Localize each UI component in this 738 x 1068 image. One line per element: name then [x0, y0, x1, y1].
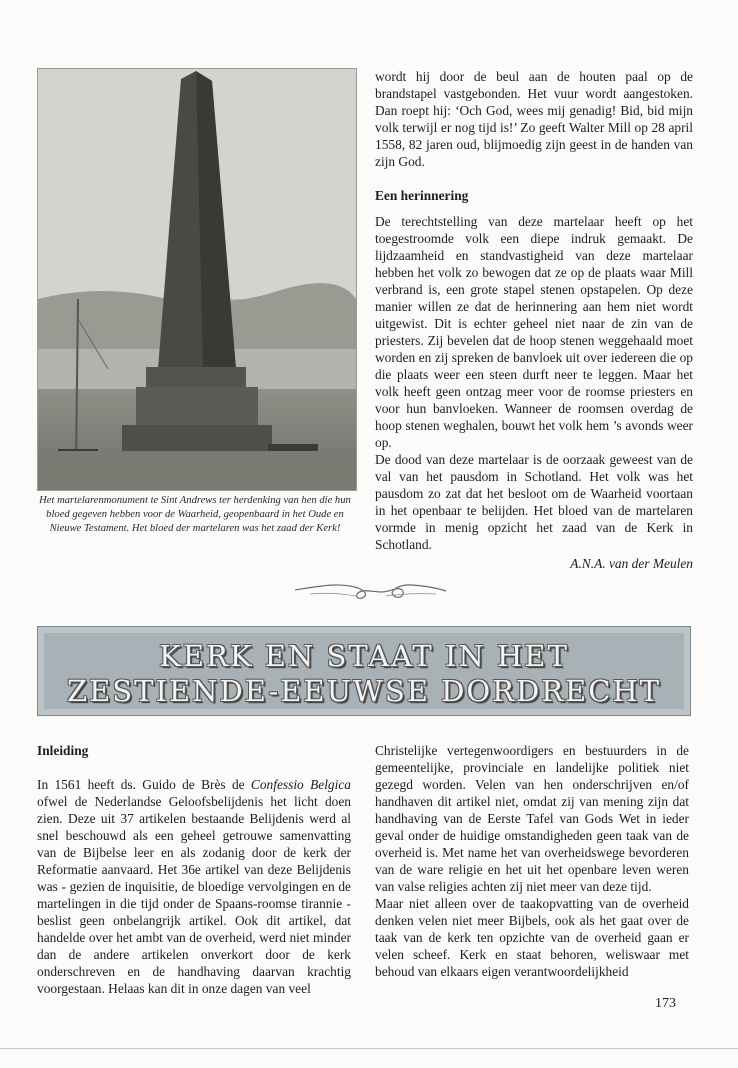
paragraph: Christelijke vertegenwoordigers en bestuurders in de gemeentelijke, provinciale en landelijke politiek niet gezegd worden. Velen van hen onderschrijven en/of handhaven dit artikel niet, omdat zij van mening zijn dat handhaving van de Eerste Tafel van Gods Wet in ieder geval onder de huidige omstandigheden geen taak van de overheid is. Met name het van overheidswege bevorderen van de ware religie en het uit het openbare leven weren van valse religies achten zij niet meer van deze tijd. — [375, 743, 689, 894]
text-run: ofwel de Nederlandse Geloofsbelijdenis het licht doen zien. Deze uit 37 artikelen bestaande Belijdenis werd al snel beschouwd als een geheel getrouwe samenvatting van de Bijbelse leer en als zodanig door de kerk der Reformatie aanvaard. Het 36e artikel van deze Belijdenis was - gezien de inquisitie, de bloedige vervolgingen en de martelingen in die tijd onder de Spaans-roomse tirannie - beslist geen onbelangrijk artikel. Ook dit artikel, dat handelde over het ambt van de overheid, werd niet minder dan de andere artikelen onverkort door de kerk onderschreven en de handhaving daarvan krachtig voorgestaan. Helaas kan dit in onze dagen van veel — [37, 794, 351, 996]
banner-title-line-2: ZESTIENDE-EEUWSE DORDRECHT — [66, 674, 662, 708]
ornament-divider — [290, 576, 450, 606]
subheading: Een herinnering — [375, 188, 469, 203]
paragraph: De terechtstelling van deze martelaar heeft op het toegestroomde volk een diepe indruk gemaakt. De lijdzaamheid en standvastigheid van deze martelaar hebben het volk zo bewogen dat ze op de plaats waar Mill verbrand is, een grote stapel stenen opstapelen. Op deze manier willen ze dat de herinnering aan hem niet wordt uitgewist. Dit is echter geheel niet naar de zin van de priesters. Zij bevelen dat de hoop stenen weggehaald moet worden en zij spreken de banvloek uit over iedereen die op die plaats weer een steen durft neer te leggen. Maar het volk heeft geen ontzag meer voor de roomse priesters en voor hun banvloeken. Wanneer de roomsen overdag de hoop stenen weghalen, bouwt het volk hem ’s avonds weer op. — [375, 214, 693, 450]
paragraph: wordt hij door de beul aan de houten paal op de brandstapel vastgebonden. Het vuur wordt aangestoken. Dan roept hij: ‘Och God, wees mij genadig! Bid, bid mijn volk terwijl er nog tijd is!’ Zo geeft Walter Mill op 28 april 1558, 82 jaren oud, blijmoedig zijn geest in de handen van zijn God. — [375, 69, 693, 169]
monument-photo — [37, 68, 357, 491]
italic-title: Confessio Belgica — [250, 777, 351, 792]
article-column-right-top — [375, 68, 693, 572]
text-run: In 1561 heeft ds. Guido de Brès de — [37, 777, 251, 792]
article-column-right-bottom — [375, 742, 689, 980]
article-column-left-bottom — [37, 742, 351, 997]
paragraph — [37, 776, 351, 997]
page-number: 173 — [655, 996, 676, 1011]
banner-title-line-1: KERK EN STAAT IN HET — [159, 639, 569, 673]
monument-illustration — [38, 69, 356, 490]
photo-caption: Het martelarenmonument te Sint Andrews ter herdenking van hen die hun bloed gegeven hebben voor de Waarheid, geopenbaard in het Oude en Nieuwe Testament. Het bloed der martelaren was het zaad der Kerk! — [39, 495, 351, 534]
paragraph: De dood van deze martelaar is de oorzaak geweest van de val van het pausdom in Schotland. Het volk was het pausdom zo zat dat het besloot om de Waarheid voortaan in het openbaar te belijden. Het bloed van de martelaren vormde in menig opzicht het zaad van de Kerk in Schotland. — [375, 452, 693, 552]
author-signature: A.N.A. van der Meulen — [570, 556, 693, 571]
subheading: Inleiding — [37, 743, 89, 758]
paragraph: Maar niet alleen over de taakopvatting van de overheid denken velen niet meer Bijbels, ook als het gaat over de taak van de kerk ten opzichte van de overheid gaan er velen scheef. Kerk en staat behoren, weliswaar met behoud van elkaars eigen verantwoordelijkheid — [375, 896, 689, 979]
bottom-rule — [0, 1048, 738, 1049]
section-title-banner — [37, 626, 691, 716]
